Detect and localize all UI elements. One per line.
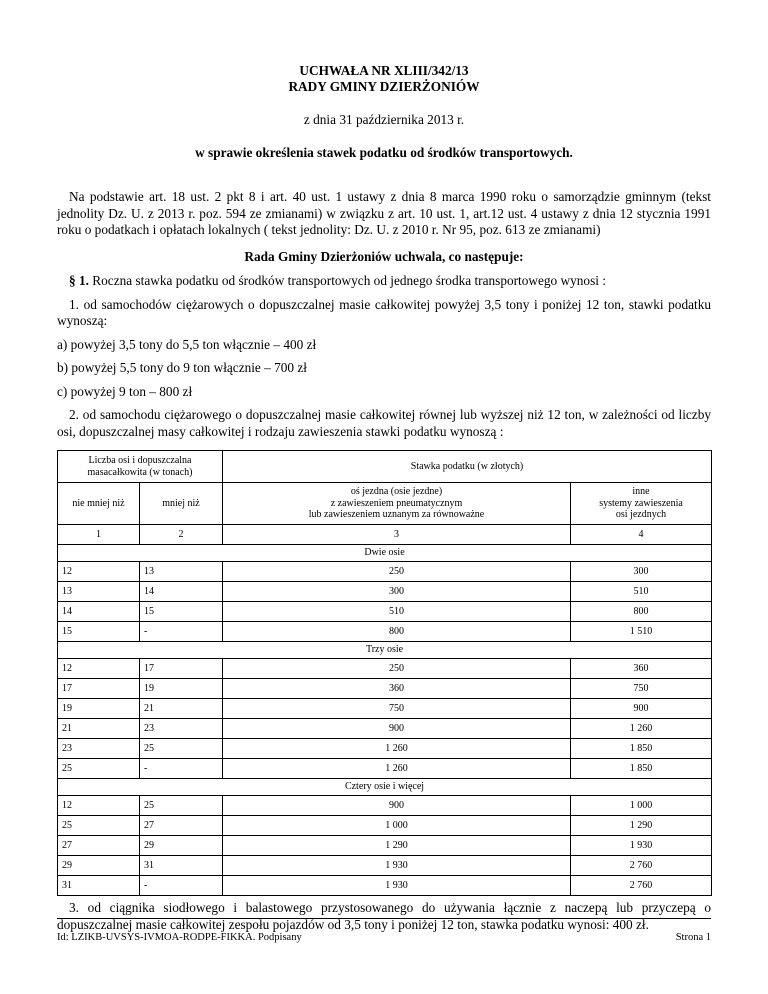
other-rate-cell: 750 (571, 679, 712, 699)
other-rate-cell: 360 (571, 659, 712, 679)
table-row (58, 719, 712, 739)
header-pneumatic: oś jezdna (osie jezdne) z zawieszeniem pneumatycznym lub zawieszeniem uznanym za równoważne (223, 483, 571, 525)
other-rate-cell: 2 760 (571, 876, 712, 896)
council-name: RADY GMINY DZIERŻONIÓW (288, 79, 480, 94)
table-header-row (58, 451, 712, 483)
item-1c: c) powyżej 9 ton – 800 zł (57, 383, 193, 399)
header-mass: Liczba osi i dopuszczalna masacałkowita (w tonach) (58, 451, 223, 483)
pneumatic-rate-cell: 1 930 (223, 876, 571, 896)
pneumatic-rate-cell: 1 290 (223, 836, 571, 856)
min-mass-cell: 12 (58, 562, 140, 582)
table-row (58, 876, 712, 896)
pneumatic-rate-cell: 1 260 (223, 739, 571, 759)
max-mass-cell: 25 (140, 739, 223, 759)
min-mass-cell: 17 (58, 679, 140, 699)
table-subheader-row (58, 483, 712, 525)
column-number-row (58, 525, 712, 545)
min-mass-cell: 15 (58, 622, 140, 642)
other-rate-cell: 510 (571, 582, 712, 602)
other-rate-cell: 1 260 (571, 719, 712, 739)
axle-group-row (58, 642, 712, 659)
max-mass-cell: 29 (140, 836, 223, 856)
column-number: 2 (140, 525, 223, 545)
legal-basis: Na podstawie art. 18 ust. 2 pkt 8 i art. 40 ust. 1 ustawy z dnia 8 marca 1990 roku o samorządzie gminnym (tekst jednolity Dz. U. z 2013 r. poz. 594 ze zmianami) w związku z art. 10 ust. 1, art.12 ust. 4 ustawy z dnia 12 stycznia 1991 roku o podatkach i opłatach lokalnych ( tekst jednolity: Dz. U. z 2010 r. Nr 95, poz. 613 ze zmianami) (57, 189, 711, 237)
axle-group-label: Dwie osie (58, 545, 712, 562)
tax-rate-table (57, 450, 712, 896)
max-mass-cell: 15 (140, 602, 223, 622)
min-mass-cell: 13 (58, 582, 140, 602)
pneumatic-rate-cell: 1 000 (223, 816, 571, 836)
min-mass-cell: 14 (58, 602, 140, 622)
min-mass-cell: 29 (58, 856, 140, 876)
min-mass-cell: 21 (58, 719, 140, 739)
axle-group-label: Cztery osie i więcej (58, 779, 712, 796)
table-row (58, 602, 712, 622)
pneumatic-rate-cell: 800 (223, 622, 571, 642)
other-rate-cell: 300 (571, 562, 712, 582)
other-rate-cell: 1 290 (571, 816, 712, 836)
item-1b: b) powyżej 5,5 tony do 9 ton włącznie – 700 zł (57, 360, 307, 375)
resolution-title: UCHWAŁA NR XLIII/342/13 (299, 63, 469, 78)
item-1a: a) powyżej 3,5 tony do 5,5 ton włącznie – 400 zł (57, 336, 317, 352)
section-1-text: Roczna stawka podatku od środków transportowych od jednego środka transportowego wynosi : (88, 273, 606, 288)
pneumatic-rate-cell: 250 (223, 659, 571, 679)
table-row (58, 659, 712, 679)
pneumatic-rate-cell: 510 (223, 602, 571, 622)
max-mass-cell: - (140, 876, 223, 896)
max-mass-cell: 13 (140, 562, 223, 582)
page-footer (57, 918, 711, 943)
column-number: 4 (571, 525, 712, 545)
min-mass-cell: 19 (58, 699, 140, 719)
max-mass-cell: 23 (140, 719, 223, 739)
column-number: 1 (58, 525, 140, 545)
council-resolves: Rada Gminy Dzierżoniów uchwala, co następuje: (244, 248, 524, 264)
max-mass-cell: - (140, 622, 223, 642)
header-min: nie mniej niż (58, 483, 140, 525)
other-rate-cell: 1 930 (571, 836, 712, 856)
table-row (58, 562, 712, 582)
min-mass-cell: 23 (58, 739, 140, 759)
min-mass-cell: 25 (58, 816, 140, 836)
min-mass-cell: 12 (58, 659, 140, 679)
pneumatic-rate-cell: 900 (223, 796, 571, 816)
other-rate-cell: 1 850 (571, 759, 712, 779)
max-mass-cell: 21 (140, 699, 223, 719)
min-mass-cell: 25 (58, 759, 140, 779)
section-1 (57, 273, 711, 290)
min-mass-cell: 27 (58, 836, 140, 856)
table-row (58, 816, 712, 836)
document-page (57, 0, 711, 933)
table-row (58, 836, 712, 856)
axle-group-row (58, 779, 712, 796)
item-3: 3. od ciągnika siodłowego i balastowego przystosowanego do używania łącznie z naczepą lub przyczepą o dopuszczalnej masie całkowitej zespołu pojazdów od 3,5 tony i poniżej 12 ton, stawka podatku wynosi: 400 zł. (57, 900, 711, 932)
header-other: inne systemy zawieszenia osi jezdnych (571, 483, 712, 525)
other-rate-cell: 1 510 (571, 622, 712, 642)
column-number: 3 (223, 525, 571, 545)
other-rate-cell: 2 760 (571, 856, 712, 876)
resolution-subject: w sprawie określenia stawek podatku od środków transportowych. (195, 145, 573, 160)
pneumatic-rate-cell: 300 (223, 582, 571, 602)
pneumatic-rate-cell: 1 930 (223, 856, 571, 876)
table-row (58, 622, 712, 642)
pneumatic-rate-cell: 1 260 (223, 759, 571, 779)
table-row (58, 699, 712, 719)
max-mass-cell: 14 (140, 582, 223, 602)
min-mass-cell: 31 (58, 876, 140, 896)
other-rate-cell: 1 000 (571, 796, 712, 816)
pneumatic-rate-cell: 900 (223, 719, 571, 739)
table-row (58, 796, 712, 816)
other-rate-cell: 800 (571, 602, 712, 622)
resolution-date: z dnia 31 października 2013 r. (303, 112, 465, 127)
table-row (58, 759, 712, 779)
axle-group-label: Trzy osie (58, 642, 712, 659)
header-rate: Stawka podatku (w złotych) (223, 451, 712, 483)
min-mass-cell: 12 (58, 796, 140, 816)
max-mass-cell: 27 (140, 816, 223, 836)
max-mass-cell: 19 (140, 679, 223, 699)
max-mass-cell: - (140, 759, 223, 779)
section-1-label: § 1. (69, 273, 89, 288)
header-max: mniej niż (140, 483, 223, 525)
other-rate-cell: 900 (571, 699, 712, 719)
document-id: Id: LZIKB-UVSYS-IVMOA-RODPE-FIKKA. Podpisany (57, 932, 302, 943)
max-mass-cell: 25 (140, 796, 223, 816)
pneumatic-rate-cell: 250 (223, 562, 571, 582)
table-row (58, 582, 712, 602)
pneumatic-rate-cell: 750 (223, 699, 571, 719)
item-2: 2. od samochodu ciężarowego o dopuszczalnej masie całkowitej równej lub wyższej niż 12 ton, w zależności od liczby osi, dopuszczalnej masy całkowitej i rodzaju zawieszenia stawki podatku wynoszą : (57, 407, 711, 439)
page-number: Strona 1 (675, 932, 711, 943)
other-rate-cell: 1 850 (571, 739, 712, 759)
axle-group-row (58, 545, 712, 562)
table-row (58, 679, 712, 699)
table-row (58, 856, 712, 876)
table-row (58, 739, 712, 759)
max-mass-cell: 17 (140, 659, 223, 679)
item-1: 1. od samochodów ciężarowych o dopuszczalnej masie całkowitej powyżej 3,5 tony i poniżej 12 ton, stawki podatku wynoszą: (57, 296, 711, 328)
max-mass-cell: 31 (140, 856, 223, 876)
pneumatic-rate-cell: 360 (223, 679, 571, 699)
